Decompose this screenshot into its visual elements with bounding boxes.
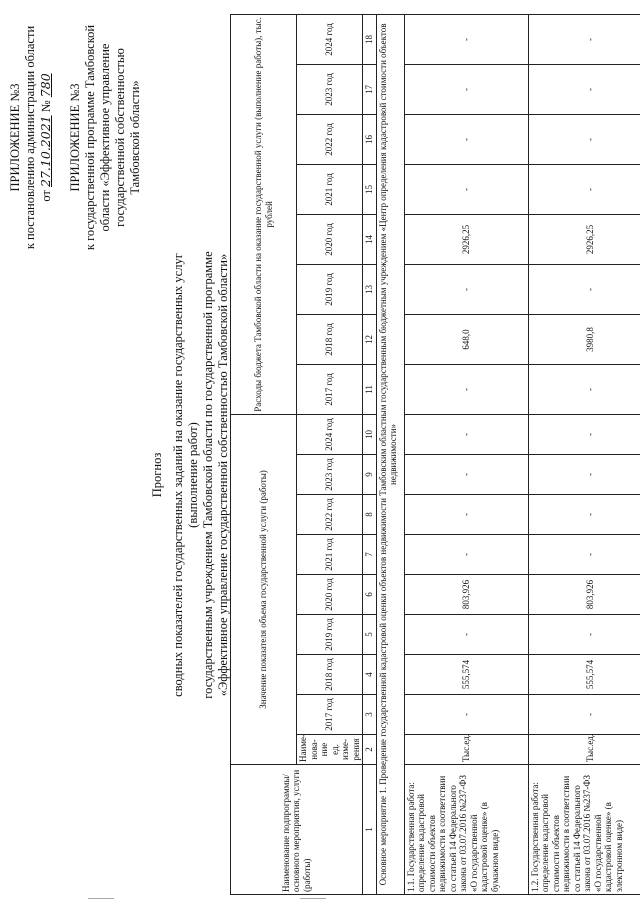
table-row [404,14,528,894]
volume-cell: - [528,495,640,535]
row-unit: Тыс.ед. [404,735,528,765]
expense-cell: - [404,164,528,214]
expense-cell: - [528,14,640,64]
volume-cell: - [404,495,528,535]
year-cell: 2023 год [297,455,363,495]
year-cell: 2018 год [297,314,363,364]
year-cell: 2020 год [297,214,363,264]
expense-cell: - [528,264,640,314]
year-cell: 2018 год [297,655,363,695]
year-cell: 2023 год [297,64,363,114]
header-volume: Значение показателя объема государственной услуги (работы) [231,414,297,764]
year-cell: 2019 год [297,264,363,314]
expense-cell: 3980,8 [528,314,640,364]
col-number: 8 [363,495,377,535]
volume-cell: - [404,535,528,575]
col-number: 17 [363,64,377,114]
volume-cell: - [528,414,640,454]
program-line: области «Эффективное управление [98,43,112,232]
year-cell: 2021 год [297,535,363,575]
program-line: Тамбовской области» [128,80,142,195]
title-line: государственным учреждением Тамбовской области по государственной программе [201,251,215,699]
volume-cell: - [404,615,528,655]
year-cell: 2022 год [297,495,363,535]
date-prefix: от [39,190,53,202]
col-number: 6 [363,575,377,615]
scan-edge-mark [88,898,114,899]
col-number: 15 [363,164,377,214]
col-number: 1 [363,765,377,895]
expense-cell: - [528,114,640,164]
volume-cell: - [528,695,640,735]
expense-cell: 2926,25 [528,214,640,264]
title-line: сводных показателей государственных заданий на оказание государственных услуг (выполнение работ) [171,253,200,697]
volume-cell: - [528,535,640,575]
appendix-block [8,10,143,265]
scan-edge-mark [300,898,326,899]
expense-cell: - [404,114,528,164]
col-number: 14 [363,214,377,264]
header-years-row [297,14,363,894]
table-row [528,14,640,894]
year-cell: 2019 год [297,615,363,655]
number-value: 780 [38,73,53,98]
volume-cell: - [528,615,640,655]
expense-cell: - [528,164,640,214]
year-cell: 2020 год [297,575,363,615]
number-label: № [39,100,53,113]
expense-cell: 2926,25 [404,214,528,264]
program-line: государственной собственностью [113,48,127,227]
header-expense: Расходы бюджета Тамбовской области на оказание государственной услуги (выполнение работы), тыс. рублей [231,14,297,414]
volume-cell: - [528,455,640,495]
volume-cell: 555,574 [528,655,640,695]
col-number: 7 [363,535,377,575]
year-cell: 2022 год [297,114,363,164]
section-row [376,14,404,894]
col-number: 12 [363,314,377,364]
header-unit: Наиме-нова-ние ед. изме-рения [297,735,363,765]
volume-cell: - [404,455,528,495]
date-value: 27.10.2021 [38,115,53,187]
col-number: 9 [363,455,377,495]
row-unit: Тыс.ед. [528,735,640,765]
expense-cell: - [528,64,640,114]
document-title [150,245,231,705]
expense-cell: 648,0 [404,314,528,364]
expense-cell: - [404,64,528,114]
col-number: 18 [363,14,377,64]
title-line: «Эффективное управление государственной собственностью Тамбовской области» [216,253,230,697]
appendix-decree: к постановлению администрации области [23,25,37,250]
col-number: 2 [363,735,377,765]
expense-cell: - [404,264,528,314]
column-number-row [363,14,377,894]
expense-cell: - [528,364,640,414]
volume-cell: 555,574 [404,655,528,695]
section-text: Основное мероприятие 1. Проведение государственной кадастровой оценки объектов недвижимости Тамбовским областным государственным бюджетным учреждением «Центр определения кадастровой стоимости объектов недвижимости» [376,14,404,894]
appendix-title: ПРИЛОЖЕНИЕ №3 [8,83,22,192]
volume-cell: 803,926 [528,575,640,615]
appendix-title-2: ПРИЛОЖЕНИЕ №3 [68,83,82,192]
volume-cell: 803,926 [404,575,528,615]
year-cell: 2024 год [297,14,363,64]
title-line: Прогноз [150,452,164,498]
forecast-table [230,14,640,895]
expense-cell: - [404,364,528,414]
col-number: 11 [363,364,377,414]
row-name: 1.1. Государственная работа: определение кадастровой стоимости объектов недвижимости в соответствии со статьей 14 Федерального закона от 03.07.2016 №237-ФЗ «О государственной кадастровой оценке» (в бумажном виде) [404,765,528,895]
col-number: 16 [363,114,377,164]
col-number: 3 [363,695,377,735]
year-cell: 2021 год [297,164,363,214]
header-row [231,14,297,894]
header-name: Наименование подпрограммы/основного мероприятия, услуги (работы) [231,765,363,895]
volume-cell: - [404,414,528,454]
col-number: 4 [363,655,377,695]
col-number: 10 [363,414,377,454]
col-number: 13 [363,264,377,314]
row-name: 1.2. Государственная работа: определение кадастровой стоимости объектов недвижимости в соответствии со статьей 14 Федерального закона от 03.07.2016 №237-ФЗ «О государственной кадастровой оценке» (в электронном виде) [528,765,640,895]
expense-cell: - [404,14,528,64]
year-cell: 2017 год [297,695,363,735]
year-cell: 2017 год [297,364,363,414]
volume-cell: - [404,695,528,735]
year-cell: 2024 год [297,414,363,454]
col-number: 5 [363,615,377,655]
appendix-date-line [38,10,54,265]
program-line: к государственной программе Тамбовской [83,24,97,251]
